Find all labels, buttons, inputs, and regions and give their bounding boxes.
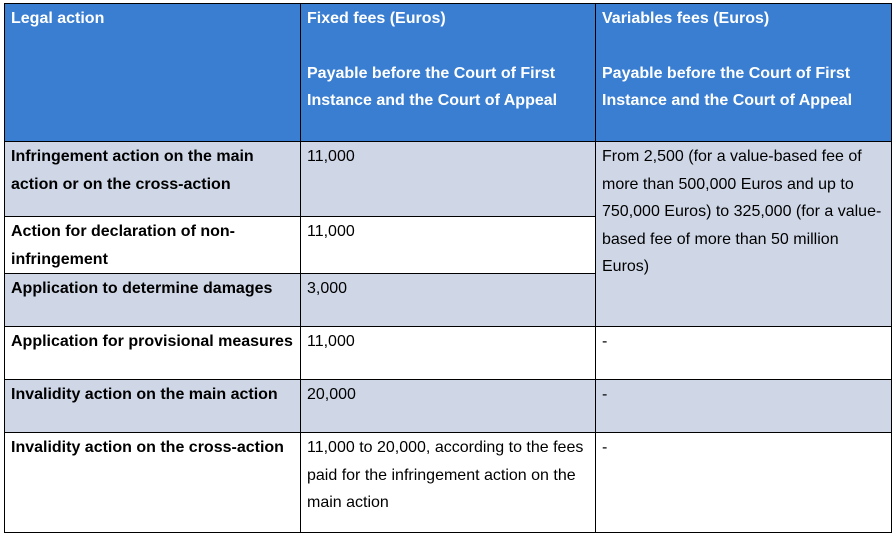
legal-action-cell: Action for declaration of non-infringement <box>5 217 301 274</box>
fixed-fee-cell: 20,000 <box>301 380 596 433</box>
legal-action-cell: Invalidity action on the cross-action <box>5 433 301 533</box>
variable-fee-cell: - <box>596 380 892 433</box>
header-row <box>5 4 892 142</box>
variable-fee-cell: - <box>596 327 892 380</box>
header-fixed-fees <box>301 4 596 142</box>
fixed-fee-cell: 11,000 <box>301 327 596 380</box>
variable-fee-cell: - <box>596 433 892 533</box>
legal-action-cell: Infringement action on the main action or on the cross-action <box>5 142 301 217</box>
header-fixed-fees-subtitle: Payable before the Court of First Instance and the Court of Appeal <box>307 64 558 109</box>
header-variable-fees-subtitle: Payable before the Court of First Instance and the Court of Appeal <box>602 64 853 109</box>
table-row <box>5 327 892 380</box>
legal-action-cell: Application to determine damages <box>5 274 301 327</box>
fixed-fee-cell: 11,000 to 20,000, according to the fees paid for the infringement action on the main action <box>301 433 596 533</box>
header-fixed-fees-title: Fixed fees (Euros) <box>307 10 446 27</box>
header-variable-fees-title: Variables fees (Euros) <box>602 10 770 27</box>
fixed-fee-cell: 3,000 <box>301 274 596 327</box>
table-row <box>5 433 892 533</box>
legal-action-cell: Invalidity action on the main action <box>5 380 301 433</box>
fixed-fee-cell: 11,000 <box>301 217 596 274</box>
legal-action-cell: Application for provisional measures <box>5 327 301 380</box>
header-legal-action: Legal action <box>5 4 301 142</box>
table-row <box>5 380 892 433</box>
header-variable-fees <box>596 4 892 142</box>
variable-fee-cell: From 2,500 (for a value-based fee of more than 500,000 Euros and up to 750,000 Euros) to 325,000 (for a value-based fee of more than 50 million Euros) <box>596 142 892 327</box>
fixed-fee-cell: 11,000 <box>301 142 596 217</box>
table-row <box>5 142 892 217</box>
fees-table <box>4 3 892 533</box>
